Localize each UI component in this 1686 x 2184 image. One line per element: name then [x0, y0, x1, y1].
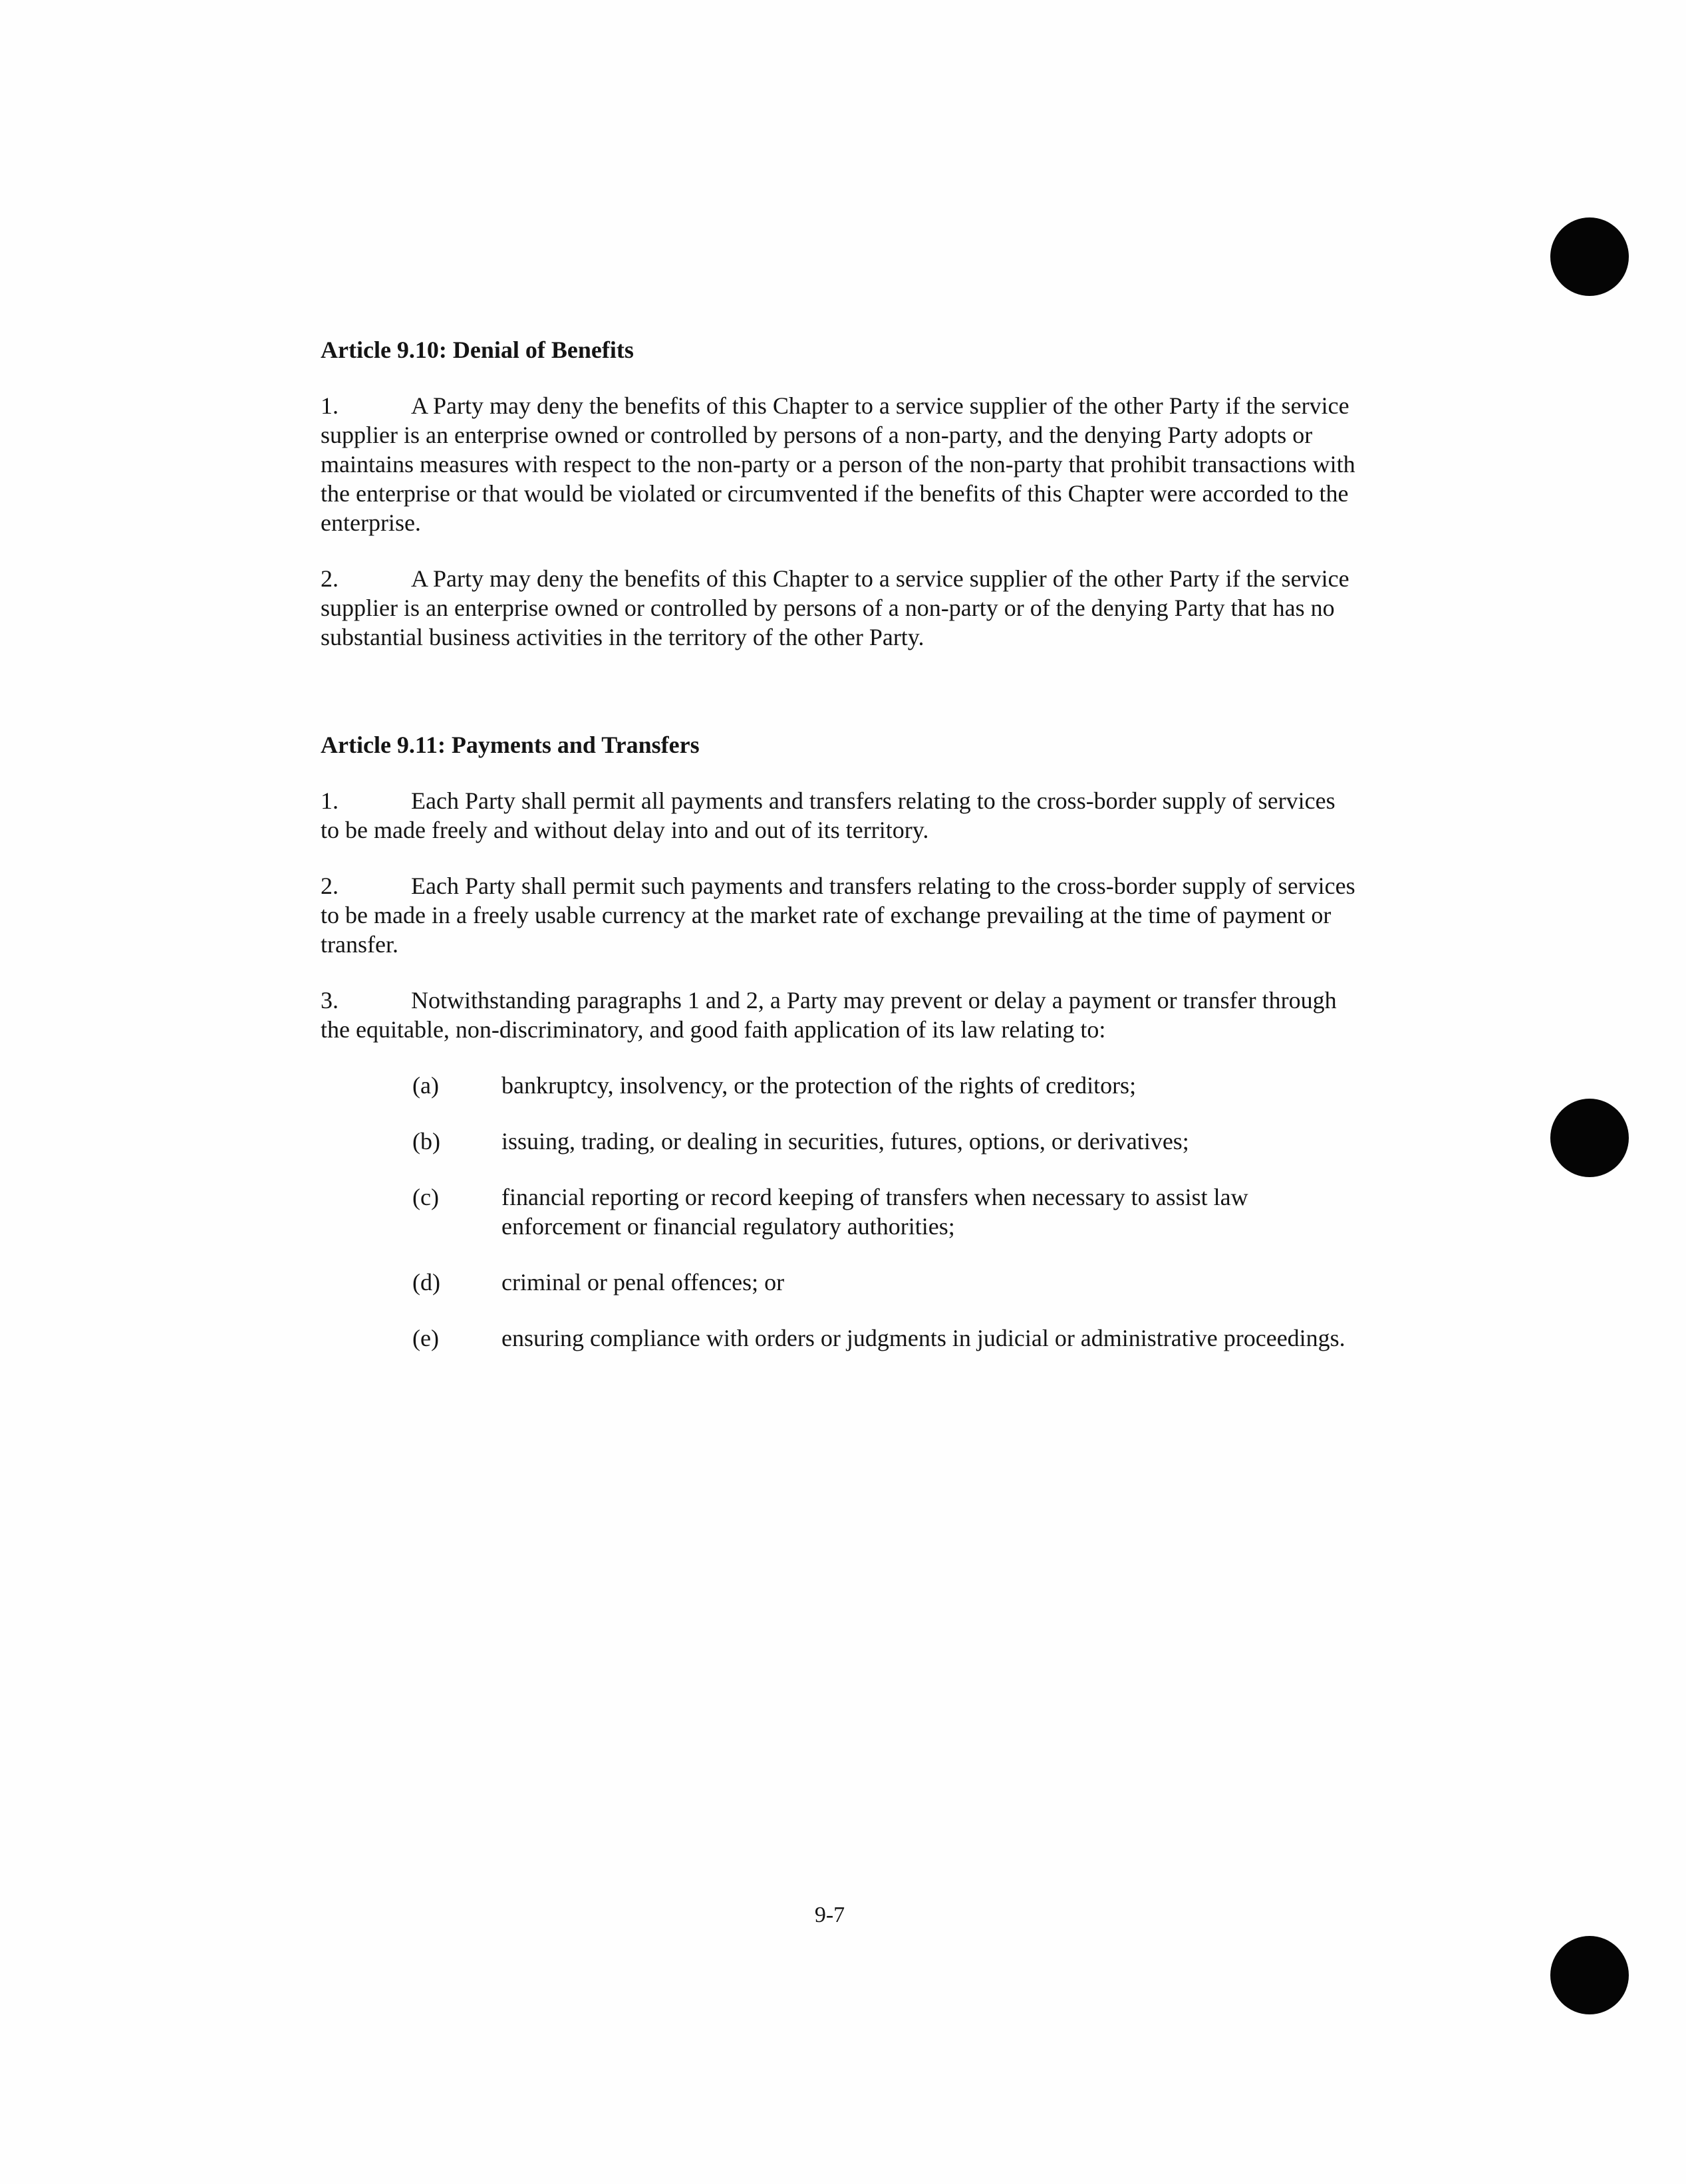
punch-hole-middle [1550, 1099, 1629, 1177]
item-text: bankruptcy, insolvency, or the protection of the rights of creditors; [501, 1072, 1137, 1099]
item-label: (b) [412, 1128, 440, 1155]
item-text: issuing, trading, or dealing in securities, futures, options, or derivatives; [501, 1128, 1189, 1155]
list-item [412, 1323, 1358, 1353]
item-text: ensuring compliance with orders or judgments in judicial or administrative proceedings. [501, 1325, 1345, 1351]
item-text: financial reporting or record keeping of transfers when necessary to assist law enforcement or financial regulatory authorities; [501, 1184, 1248, 1240]
paragraph-text: Notwithstanding paragraphs 1 and 2, a Party may prevent or delay a payment or transfer through the equitable, non-discriminatory, and good faith application of its law relating to: [321, 987, 1337, 1043]
article-9-11-paragraph-3 [321, 986, 1358, 1044]
paragraph-text: A Party may deny the benefits of this Chapter to a service supplier of the other Party if the service supplier is an enterprise owned or controlled by persons of a non-party, and the denying Party adopts or maintains measures with respect to the non-party or a person of the non-party that prohibit transactions with the enterprise or that would be violated or circumvented if the benefits of this Chapter were accorded to the enterprise. [321, 392, 1355, 536]
page-number-text: 9-7 [814, 1903, 845, 1927]
article-9-10-paragraph-2 [321, 564, 1358, 652]
paragraph-text: Each Party shall permit such payments and transfers relating to the cross-border supply of services to be made in a freely usable currency at the market rate of exchange prevailing at the time of payment or transfer. [321, 873, 1355, 958]
paragraph-number: 1. [321, 392, 339, 419]
item-label: (d) [412, 1269, 440, 1296]
list-item [412, 1182, 1358, 1241]
article-9-10-paragraph-1 [321, 391, 1358, 537]
item-label: (a) [412, 1072, 439, 1099]
paragraph-text: Each Party shall permit all payments and transfers relating to the cross-border supply of services to be made freely and without delay into and out of its territory. [321, 787, 1335, 843]
punch-hole-bottom [1550, 1936, 1629, 2014]
paragraph-number: 2. [321, 565, 339, 592]
paragraph-number: 3. [321, 987, 339, 1014]
list-item [412, 1268, 1358, 1297]
article-9-11-paragraph-2 [321, 871, 1358, 959]
paragraph-number: 2. [321, 873, 339, 899]
page-number [0, 1901, 1686, 1930]
paragraph-text: A Party may deny the benefits of this Chapter to a service supplier of the other Party if the service supplier is an enterprise owned or controlled by persons of a non-party or of the denying Party that has no substantial business activities in the territory of the other Party. [321, 565, 1349, 650]
article-9-10-heading: Article 9.10: Denial of Benefits [321, 337, 634, 363]
article-9-11-heading: Article 9.11: Payments and Transfers [321, 732, 700, 758]
document-body [321, 335, 1358, 1353]
list-item [412, 1071, 1358, 1100]
item-text: criminal or penal offences; or [501, 1269, 785, 1296]
list-item [412, 1127, 1358, 1156]
subparagraph-list [321, 1071, 1358, 1353]
item-label: (c) [412, 1184, 439, 1210]
paragraph-number: 1. [321, 787, 339, 814]
article-9-11-paragraph-1 [321, 786, 1358, 845]
punch-hole-top [1550, 217, 1629, 296]
item-label: (e) [412, 1325, 439, 1351]
